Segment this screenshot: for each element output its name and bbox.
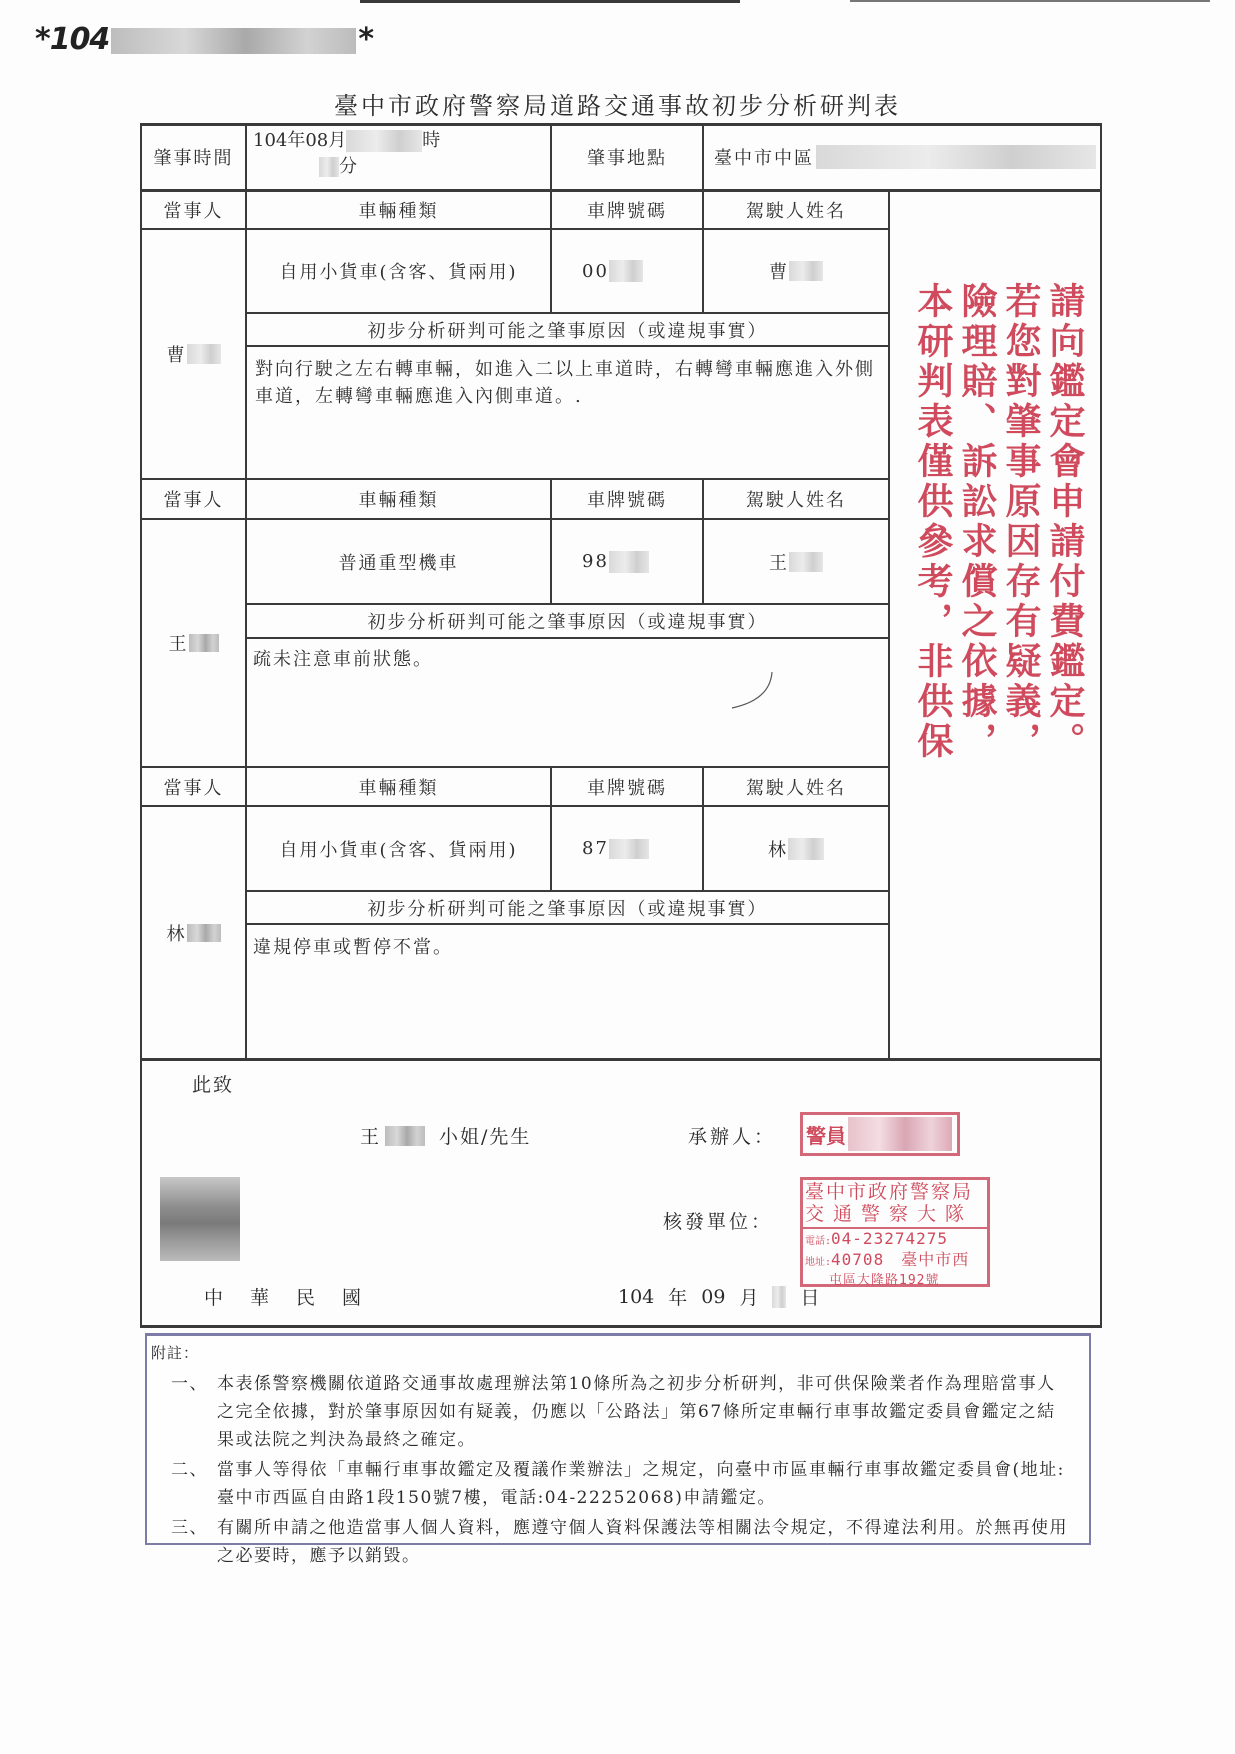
notes-label: 附註： — [151, 1344, 200, 1362]
redacted-plate — [609, 260, 643, 282]
driver-name-value — [704, 520, 888, 603]
issue-date — [618, 1283, 820, 1310]
pen-mark — [720, 670, 780, 715]
redacted-day-hour — [346, 130, 422, 152]
red-notice — [910, 282, 1086, 982]
redacted-driver-name — [789, 261, 823, 281]
note-item-2 — [171, 1456, 1071, 1512]
party-surname: 曹 — [166, 345, 187, 366]
era-label: 中 華 民 國 — [204, 1287, 366, 1309]
issuer-stamp-address-2: 屯區大隆路192號 — [829, 1273, 940, 1288]
document-title: 臺中市政府警察局道路交通事故初步分析研判表 — [334, 92, 901, 120]
redacted-driver-name — [789, 552, 823, 572]
issue-year: 104 — [618, 1285, 655, 1308]
address-line-1: 40708 臺中市西 — [831, 1250, 970, 1269]
issuer-stamp-line-2: 交通警察大隊 — [805, 1203, 974, 1225]
note-number: 二、 — [171, 1460, 208, 1480]
issuer-stamp-phone — [803, 1230, 987, 1251]
plate-prefix: 00 — [582, 260, 609, 282]
salutation: 此致 — [192, 1074, 235, 1096]
driver-header: 駕駛人姓名 — [746, 490, 846, 511]
party-name — [142, 230, 245, 478]
notes-box — [145, 1333, 1091, 1566]
recipient-title: 小姐/先生 — [439, 1126, 532, 1148]
redacted-qr-code — [160, 1177, 240, 1261]
cause-text: 對向行駛之左右轉車輛，如進入二以上車道時，右轉彎車輛應進入外側車道，左轉彎車輛應進入內側車道。. — [255, 359, 875, 407]
plate-header: 車牌號碼 — [587, 200, 667, 222]
note-item-3 — [171, 1514, 1071, 1570]
driver-surname: 曹 — [769, 262, 789, 283]
party-name — [142, 807, 245, 1058]
grid-line — [245, 923, 890, 925]
vehicle-type-header: 車輛種類 — [358, 490, 439, 511]
issuer-stamp — [800, 1177, 990, 1287]
grid-line — [245, 637, 890, 639]
accident-time-value — [253, 128, 440, 180]
red-notice-line-2: 若您對肇事原因存有疑義， — [1000, 282, 1041, 762]
accident-place-value — [704, 125, 1100, 189]
red-notice-line-4: 本研判表僅供參考，非供保 — [912, 282, 953, 762]
address-label: 地址: — [805, 1257, 832, 1268]
table-border-bottom — [140, 1325, 1102, 1328]
accident-place-label: 肇事地點 — [587, 148, 667, 169]
driver-name-value — [704, 230, 888, 312]
day-unit: 日 — [800, 1287, 820, 1309]
party-name — [142, 520, 245, 766]
issue-month: 09 — [701, 1285, 726, 1308]
cause-text: 違規停車或暫停不當。 — [253, 937, 453, 958]
redacted-plate — [609, 839, 649, 859]
redacted-driver-name — [788, 838, 824, 860]
redacted-minute — [319, 157, 339, 177]
accident-district: 臺中市中區 — [714, 148, 814, 169]
plate-value — [552, 520, 702, 603]
handler-stamp — [800, 1112, 960, 1156]
redacted-address — [816, 145, 1096, 169]
cause-header: 初步分析研判可能之肇事原因（或違規事實） — [367, 898, 768, 920]
note-number: 一、 — [171, 1374, 208, 1394]
accident-date: 104年08月 — [253, 130, 347, 151]
driver-name-value — [704, 807, 888, 890]
plate-prefix: 98 — [582, 551, 609, 572]
party-header-label: 當事人 — [163, 200, 224, 222]
redacted-case-number — [111, 28, 356, 54]
issuer-label: 核發單位： — [663, 1211, 774, 1233]
scan-artifact — [360, 0, 740, 3]
redacted-plate — [609, 551, 649, 573]
phone-value: 04-23274275 — [831, 1229, 948, 1248]
redacted-name — [187, 924, 221, 942]
vehicle-type-value: 自用小貨車(含客、貨兩用) — [279, 839, 518, 861]
plate-header: 車牌號碼 — [587, 777, 667, 799]
note-text: 有關所申請之他造當事人個人資料，應遵守個人資料保護法等相關法令規定，不得違法利用。於無再使用之必要時，應予以銷毀。 — [217, 1518, 1068, 1566]
party-header-label: 當事人 — [163, 777, 224, 799]
grid-line — [140, 1058, 1102, 1061]
case-number-suffix: * — [358, 22, 374, 57]
issuer-stamp-address — [803, 1251, 987, 1272]
grid-line — [245, 123, 247, 189]
party-surname: 王 — [168, 634, 189, 655]
redacted-handler-name — [848, 1117, 952, 1151]
driver-header: 駕駛人姓名 — [746, 777, 846, 799]
cause-header: 初步分析研判可能之肇事原因（或違規事實） — [367, 320, 768, 342]
scan-artifact — [850, 0, 1210, 2]
cause-text: 疏未注意車前狀態。 — [253, 649, 433, 670]
grid-line — [245, 345, 890, 347]
red-notice-line-1: 請向鑑定會申請付費鑑定。 — [1044, 282, 1085, 762]
note-item-1 — [171, 1370, 1071, 1454]
case-number — [35, 22, 373, 57]
handler-rank: 警員 — [806, 1123, 846, 1148]
vehicle-type-header: 車輛種類 — [358, 777, 439, 799]
vehicle-type-value: 普通重型機車 — [338, 552, 459, 574]
plate-header: 車牌號碼 — [587, 490, 667, 511]
plate-prefix: 87 — [582, 838, 609, 859]
redacted-name — [189, 634, 219, 652]
grid-line — [888, 189, 890, 1058]
vehicle-type-value: 自用小貨車(含客、貨兩用) — [279, 262, 518, 283]
case-number-prefix: *104 — [35, 22, 110, 57]
year-unit: 年 — [668, 1287, 688, 1309]
table-border-right — [1100, 123, 1102, 1327]
party-header-label: 當事人 — [163, 490, 224, 511]
driver-surname: 林 — [768, 839, 788, 861]
driver-surname: 王 — [769, 552, 789, 574]
recipient — [360, 1122, 531, 1149]
handler-label: 承辦人： — [688, 1126, 777, 1148]
phone-label: 電話: — [805, 1236, 832, 1247]
cause-header: 初步分析研判可能之肇事原因（或違規事實） — [367, 612, 768, 633]
minute-unit: 分 — [339, 156, 357, 177]
vehicle-type-header: 車輛種類 — [358, 200, 439, 222]
note-text: 本表係警察機關依道路交通事故處理辦法第10條所為之初步分析研判，非可供保險業者作為理賠當事人之完全依據，對於肇事原因如有疑義，仍應以「公路法」第67條所定車輛行車事故鑑定委員會鑑定之結果或法院之判決為最終之確定。 — [217, 1374, 1056, 1450]
recipient-surname: 王 — [360, 1126, 382, 1148]
redacted-recipient-name — [385, 1126, 425, 1146]
accident-time-label: 肇事時間 — [153, 148, 234, 169]
plate-value — [552, 807, 702, 890]
hour-unit: 時 — [422, 130, 441, 151]
party-surname: 林 — [166, 923, 187, 945]
redacted-issue-day — [772, 1286, 786, 1308]
red-notice-line-3: 險理賠、訴訟求償之依據， — [956, 282, 997, 762]
note-text: 當事人等得依「車輛行車事故鑑定及覆議作業辦法」之規定，向臺中市區車輛行車事故鑑定委員會(地址:臺中市西區自由路1段150號7樓，電話:04-22252068)申請鑑定。 — [217, 1460, 1065, 1508]
driver-header: 駕駛人姓名 — [746, 200, 846, 222]
plate-value — [552, 230, 702, 312]
note-number: 三、 — [171, 1518, 208, 1538]
issuer-stamp-line-1: 臺中市政府警察局 — [805, 1181, 974, 1203]
redacted-name — [187, 344, 221, 364]
month-unit: 月 — [739, 1287, 759, 1309]
